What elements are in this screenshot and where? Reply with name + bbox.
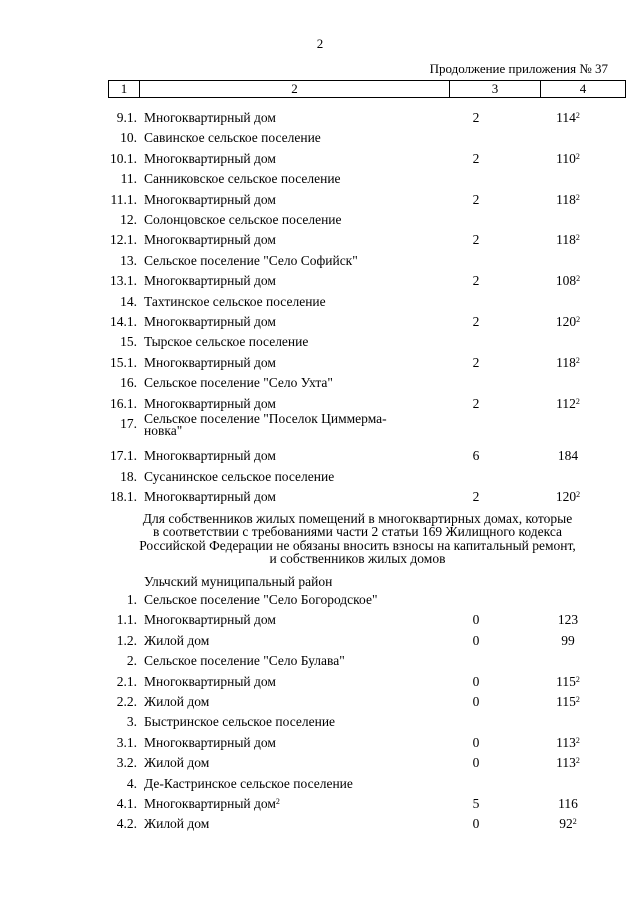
row-number: 18.1.: [110, 489, 137, 505]
header-col-3: 3: [450, 81, 541, 98]
col4-value: [535, 355, 601, 370]
col3-value: 2: [472, 110, 480, 125]
col3-value: 0: [472, 612, 480, 628]
col3-value: 2: [472, 395, 480, 411]
row-number: 1.2.: [116, 632, 137, 648]
col4-number: 113: [556, 734, 576, 750]
row-name-text: Жилой дом: [144, 755, 210, 771]
row-name-text: Многоквартирный дом: [144, 232, 276, 248]
col4-value: [535, 796, 601, 811]
col3-value: 0: [472, 755, 480, 771]
col4-value: [535, 694, 601, 709]
row-name: [144, 151, 434, 166]
col4-number: 112: [556, 395, 576, 411]
row-name: [144, 816, 434, 831]
row-name: [144, 796, 434, 811]
row-number: 3.1.: [116, 734, 137, 750]
footnote-mark: 2: [575, 735, 580, 745]
footnote-mark: 2: [576, 315, 581, 324]
row-name: [144, 314, 434, 329]
footnote-mark: 2: [576, 490, 581, 500]
row-name: [144, 232, 434, 247]
col3-value: 0: [472, 632, 480, 648]
footnote-mark: 2: [572, 817, 577, 827]
col3-value: 0: [472, 816, 480, 832]
row-name-text: Солонцовское сельское поселение: [144, 212, 342, 227]
footnote-mark: 2: [275, 797, 280, 806]
row-number: 16.1.: [110, 395, 137, 411]
row-name-text: Де-Кастринское сельское поселение: [144, 775, 353, 791]
row-name-text: Многоквартирный дом: [144, 354, 276, 370]
row-name: [144, 489, 434, 504]
row-number: 3.2.: [116, 755, 137, 771]
row-name-text: Многоквартирный дом: [144, 796, 276, 811]
row-number: 12.1.: [110, 232, 137, 248]
row-name: [144, 355, 434, 370]
col4-value: [535, 232, 601, 247]
row-name-text: Жилой дом: [144, 694, 210, 709]
col4-number: 116: [558, 796, 578, 811]
section-title-line: Российской Федерации не обязаны вносить взносы на капитальный ремонт,: [139, 537, 576, 553]
footnote-mark: 2: [576, 274, 581, 284]
row-name-text: Быстринское сельское поселение: [144, 714, 336, 730]
col3-value: 0: [472, 694, 480, 709]
row-name: [144, 776, 434, 791]
row-name-text: Тахтинское сельское поселение: [144, 293, 326, 309]
section-title: [110, 512, 605, 566]
row-number: 1.: [126, 592, 137, 607]
col4-value: [535, 735, 601, 750]
row-name-text: Сельское поселение "Село Софийск": [144, 252, 358, 268]
row-name: [144, 171, 434, 186]
row-name-text: Сельское поселение "Село Булава": [144, 653, 345, 669]
col4-number: 115: [556, 694, 576, 709]
row-name-text: Многоквартирный дом: [144, 612, 276, 628]
col4-value: [535, 612, 601, 627]
col4-value: [535, 151, 601, 166]
col4-number: 123: [557, 612, 579, 628]
row-name-text: Многоквартирный дом: [144, 191, 276, 207]
col4-number: 118: [556, 232, 576, 248]
footnote-mark: 2: [575, 396, 580, 406]
table-header: [108, 80, 626, 98]
row-name: [144, 448, 434, 463]
col4-number: 115: [556, 673, 576, 689]
row-name: [144, 253, 434, 268]
row-name-text: Многоквартирный дом: [144, 489, 276, 505]
col4-value: [535, 489, 601, 504]
row-number: 2.1.: [116, 673, 137, 689]
row-name: [144, 694, 434, 709]
footnote-mark: 2: [575, 355, 580, 365]
col3-value: 0: [472, 734, 480, 750]
row-name: [144, 130, 434, 145]
row-number: 16.: [120, 375, 137, 391]
row-number: 14.: [120, 293, 137, 309]
col4-number: 110: [556, 150, 576, 166]
footnote-mark: 2: [575, 192, 580, 202]
row-number: 2.: [126, 653, 137, 669]
row-name: [144, 674, 434, 689]
section-title-line: Для собственников жилых помещений в многоквартирных домах, которые: [142, 510, 573, 526]
row-name: [144, 413, 434, 437]
row-number: 1.1.: [116, 612, 137, 628]
header-col-1: 1: [109, 81, 140, 98]
footnote-mark: 2: [575, 756, 580, 766]
row-number: 13.1.: [110, 273, 137, 289]
row-name-text: Многоквартирный дом: [144, 150, 276, 166]
row-number: 3.: [126, 714, 137, 730]
row-name-text: Многоквартирный дом: [144, 314, 276, 329]
row-name: [144, 633, 434, 648]
row-number: 18.: [120, 468, 137, 484]
footnote-mark: 2: [575, 233, 580, 243]
row-name-text: Сусанинское сельское поселение: [144, 468, 335, 484]
col3-value: 2: [472, 354, 480, 370]
col3-value: 5: [472, 796, 480, 811]
row-name: [144, 612, 434, 627]
col4-value: [535, 192, 601, 207]
row-name: [144, 469, 434, 484]
row-number: 4.2.: [116, 816, 137, 832]
row-number: 11.1.: [110, 191, 137, 207]
row-name-text: Многоквартирный дом: [144, 273, 276, 289]
col4-number: 118: [556, 354, 576, 370]
col4-value: [535, 755, 601, 770]
row-number: 9.1.: [116, 110, 137, 125]
col4-number: 108: [555, 273, 577, 289]
row-name-text: Многоквартирный дом: [144, 448, 276, 464]
header-col-4: 4: [541, 81, 626, 98]
row-number: 10.: [120, 130, 137, 146]
col4-number: 184: [557, 448, 579, 464]
row-number: 14.1.: [110, 314, 137, 329]
col4-number: 113: [556, 755, 576, 771]
row-name: [144, 110, 434, 125]
appendix-title: Продолжение приложения № 37: [429, 61, 608, 76]
row-name-text: Многоквартирный дом: [144, 110, 276, 125]
col3-value: 0: [472, 673, 480, 689]
row-name: [144, 755, 434, 770]
row-name: [144, 592, 434, 607]
row-name: [144, 212, 434, 227]
row-name-text: Многоквартирный дом: [144, 395, 276, 411]
row-number: 13.: [120, 252, 137, 268]
row-number: 10.1.: [110, 150, 137, 166]
col4-value: [535, 396, 601, 411]
row-number: 2.2.: [116, 694, 137, 709]
row-name: [144, 294, 434, 309]
row-number: 11.: [120, 171, 137, 187]
footnote-mark: 2: [575, 695, 580, 704]
row-name-text: Жилой дом: [144, 632, 210, 648]
col4-value: [535, 448, 601, 463]
row-name: [144, 653, 434, 668]
page-number: 2: [316, 36, 324, 51]
row-name: [144, 192, 434, 207]
col4-number: 92: [559, 816, 573, 832]
row-name: [144, 735, 434, 750]
row-number: 17.1.: [110, 448, 137, 464]
col3-value: 2: [472, 489, 480, 505]
footnote-mark: 2: [575, 111, 580, 120]
row-name: [144, 273, 434, 288]
col3-value: 6: [472, 448, 480, 464]
col4-number: 120: [555, 314, 577, 329]
row-number: 12.: [120, 212, 137, 227]
col4-number: 114: [556, 110, 576, 125]
row-name: [144, 334, 434, 349]
col4-number: 118: [556, 191, 576, 207]
row-name-text: Жилой дом: [144, 816, 210, 832]
row-name: [144, 375, 434, 390]
col4-value: [535, 674, 601, 689]
row-name: [144, 714, 434, 729]
row-number: 17.: [120, 416, 137, 431]
footnote-mark: 2: [575, 151, 580, 161]
col3-value: 2: [472, 273, 480, 289]
row-name-text: Многоквартирный дом: [144, 734, 276, 750]
row-number: 15.: [120, 334, 137, 350]
col4-value: [535, 110, 601, 125]
row-name-text: Савинское сельское поселение: [144, 130, 321, 146]
col4-value: [535, 816, 601, 831]
col3-value: 2: [472, 191, 480, 207]
col3-value: 2: [472, 314, 480, 329]
footnote-mark: 2: [575, 674, 580, 684]
row-name: [144, 396, 434, 411]
row-name-text: Сельское поселение "Село Богородское": [144, 592, 378, 607]
section-title-line: в соответствии с требованиями части 2 статьи 169 Жилищного кодекса: [152, 524, 562, 540]
col3-value: 2: [472, 232, 480, 248]
row-name-text: Сельское поселение "Поселок Циммерма-: [144, 411, 387, 426]
row-name-text: Сельское поселение "Село Ухта": [144, 375, 333, 391]
header-col-2: 2: [140, 81, 450, 98]
row-name-text: Многоквартирный дом: [144, 673, 276, 689]
district-name-text: Ульчский муниципальный район: [144, 573, 333, 589]
col4-value: [535, 633, 601, 648]
section-title-line: и собственников жилых домов: [269, 551, 446, 567]
row-number: 4.1.: [116, 796, 137, 811]
col4-number: 120: [555, 489, 577, 505]
col4-value: [535, 273, 601, 288]
row-name-text: Санниковское сельское поселение: [144, 171, 341, 187]
col3-value: 2: [472, 150, 480, 166]
row-name-continued: новка": [144, 423, 183, 438]
col4-number: 99: [561, 632, 575, 648]
row-name-text: Тырское сельское поселение: [144, 334, 309, 350]
col4-value: [535, 314, 601, 329]
row-number: 15.1.: [110, 354, 137, 370]
row-number: 4.: [126, 775, 137, 791]
